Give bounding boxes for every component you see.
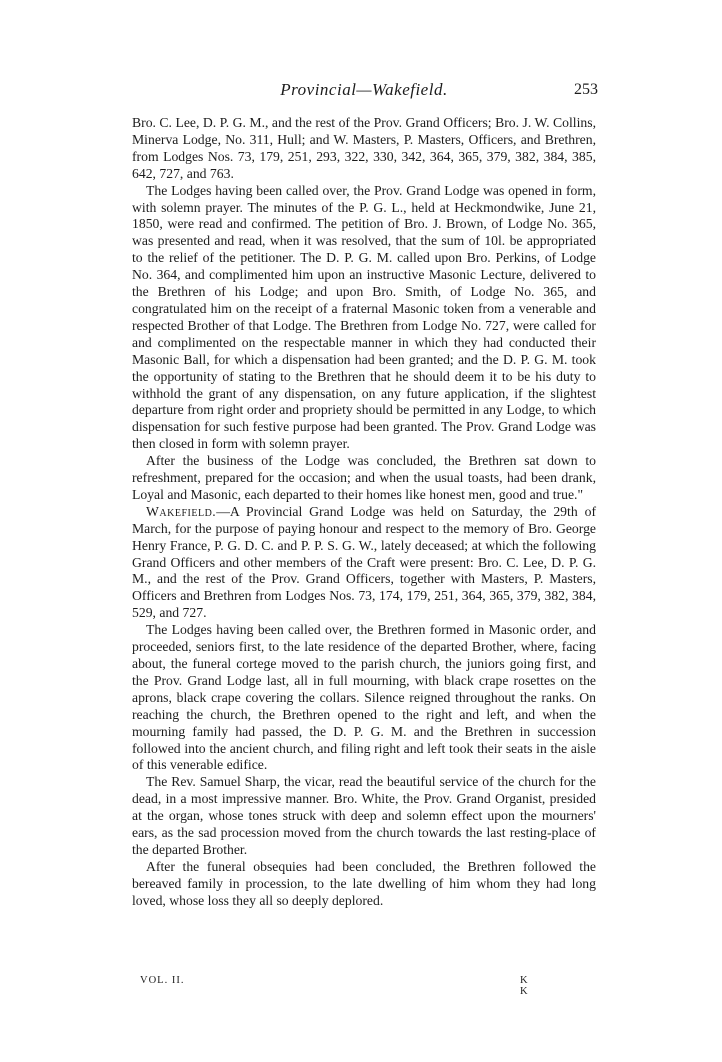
section-lead-wakefield: Wakefield. (146, 503, 217, 519)
paragraph-obsequies: After the funeral obsequies had been concluded, the Brethren followed the bereaved family in procession, to the late dwelling of him whom they had long loved, whose loss they all so deeply deplored. (132, 858, 596, 908)
running-title: Provincial—Wakefield. (280, 80, 448, 99)
paragraph-procession: The Lodges having been called over, the Brethren formed in Masonic order, and proceeded, seniors first, to the late residence of the departed Brother, where, facing about, the funeral cortege moved to the parish church, the juniors going first, and the Prov. Grand Lodge last, all in full mourning, with black crape rosettes on the aprons, black crape covering the collars. Silence reigned throughout the ranks. On reaching the church, the Brethren opened to the right and left, and when the mourning family had passed, the D. P. G. M. and the Brethren in succession followed into the ancient church, and filing right and left took their seats in the aisle of this venerable edifice. (132, 622, 596, 773)
paragraph-continuation: Bro. C. Lee, D. P. G. M., and the rest of the Prov. Grand Officers; Bro. J. W. Collins, Minerva Lodge, No. 311, Hull; and W. Masters, P. Masters, Officers, and Brethren, from Lodges Nos. 73, 179, 251, 293, 322, 330, 342, 364, 365, 379, 382, 384, 385, 642, 727, and 763. (132, 115, 596, 181)
signature-mark: K K (520, 975, 529, 997)
paragraph-wakefield (132, 504, 596, 622)
volume-mark: VOL. II. (140, 975, 185, 986)
body-text (132, 115, 596, 910)
running-head (132, 80, 596, 104)
paragraph-wakefield-text: —A Provincial Grand Lodge was held on Saturday, the 29th of March, for the purpose of paying honour and respect to the memory of Bro. George Henry France, P. G. D. C. and P. P. S. G. W., lately deceased; at which the following Grand Officers and other members of the Craft were present: Bro. C. Lee, D. P. G. M., and the rest of the Prov. Grand Officers, together with Masters, P. Masters, Officers and Brethren from Lodges Nos. 73, 174, 179, 251, 364, 365, 379, 382, 384, 529, and 727. (132, 503, 596, 621)
paragraph-lodge-proceedings: The Lodges having been called over, the Prov. Grand Lodge was opened in form, with solemn prayer. The minutes of the P. G. L., held at Heckmondwike, June 21, 1850, were read and confirmed. The petition of Bro. J. Brown, of Lodge No. 365, was presented and read, when it was resolved, that the sum of 10l. be appropriated to the relief of the petitioner. The D. P. G. M. called upon Bro. Perkins, of Lodge No. 364, and complimented him upon an instructive Masonic Lecture, delivered to the Brethren of his Lodge; and upon Bro. Smith, of Lodge No. 365, and congratulated him on the receipt of a fraternal Masonic token from a venerable and respected Brother of that Lodge. The Brethren from Lodge No. 727, were called for and complimented on the respectable manner in which they had conducted their Masonic Ball, for which a dispensation had been granted; and the D. P. G. M. took the opportunity of stating to the Brethren that he should deem it to be his duty to withhold the grant of any dispensation, on any future application, if the slightest departure from right order and propriety should be permitted in any Lodge, to which dispensation for such festive purpose had been granted. The Prov. Grand Lodge was then closed in form with solemn prayer. (132, 182, 596, 452)
paragraph-refreshment: After the business of the Lodge was concluded, the Brethren sat down to refreshment, prepared for the occasion; and when the usual toasts, had been drank, Loyal and Masonic, each departed to their homes like honest men, good and true." (132, 453, 596, 502)
page-number: 253 (574, 81, 598, 98)
paragraph-service: The Rev. Samuel Sharp, the vicar, read the beautiful service of the church for the dead, in a most impressive manner. Bro. White, the Prov. Grand Organist, presided at the organ, whose tones struck with deep and solemn effect upon the mourners' ears, as the sad procession moved from the church towards the last resting-place of the departed Brother. (132, 774, 596, 857)
page-footer (140, 975, 540, 997)
